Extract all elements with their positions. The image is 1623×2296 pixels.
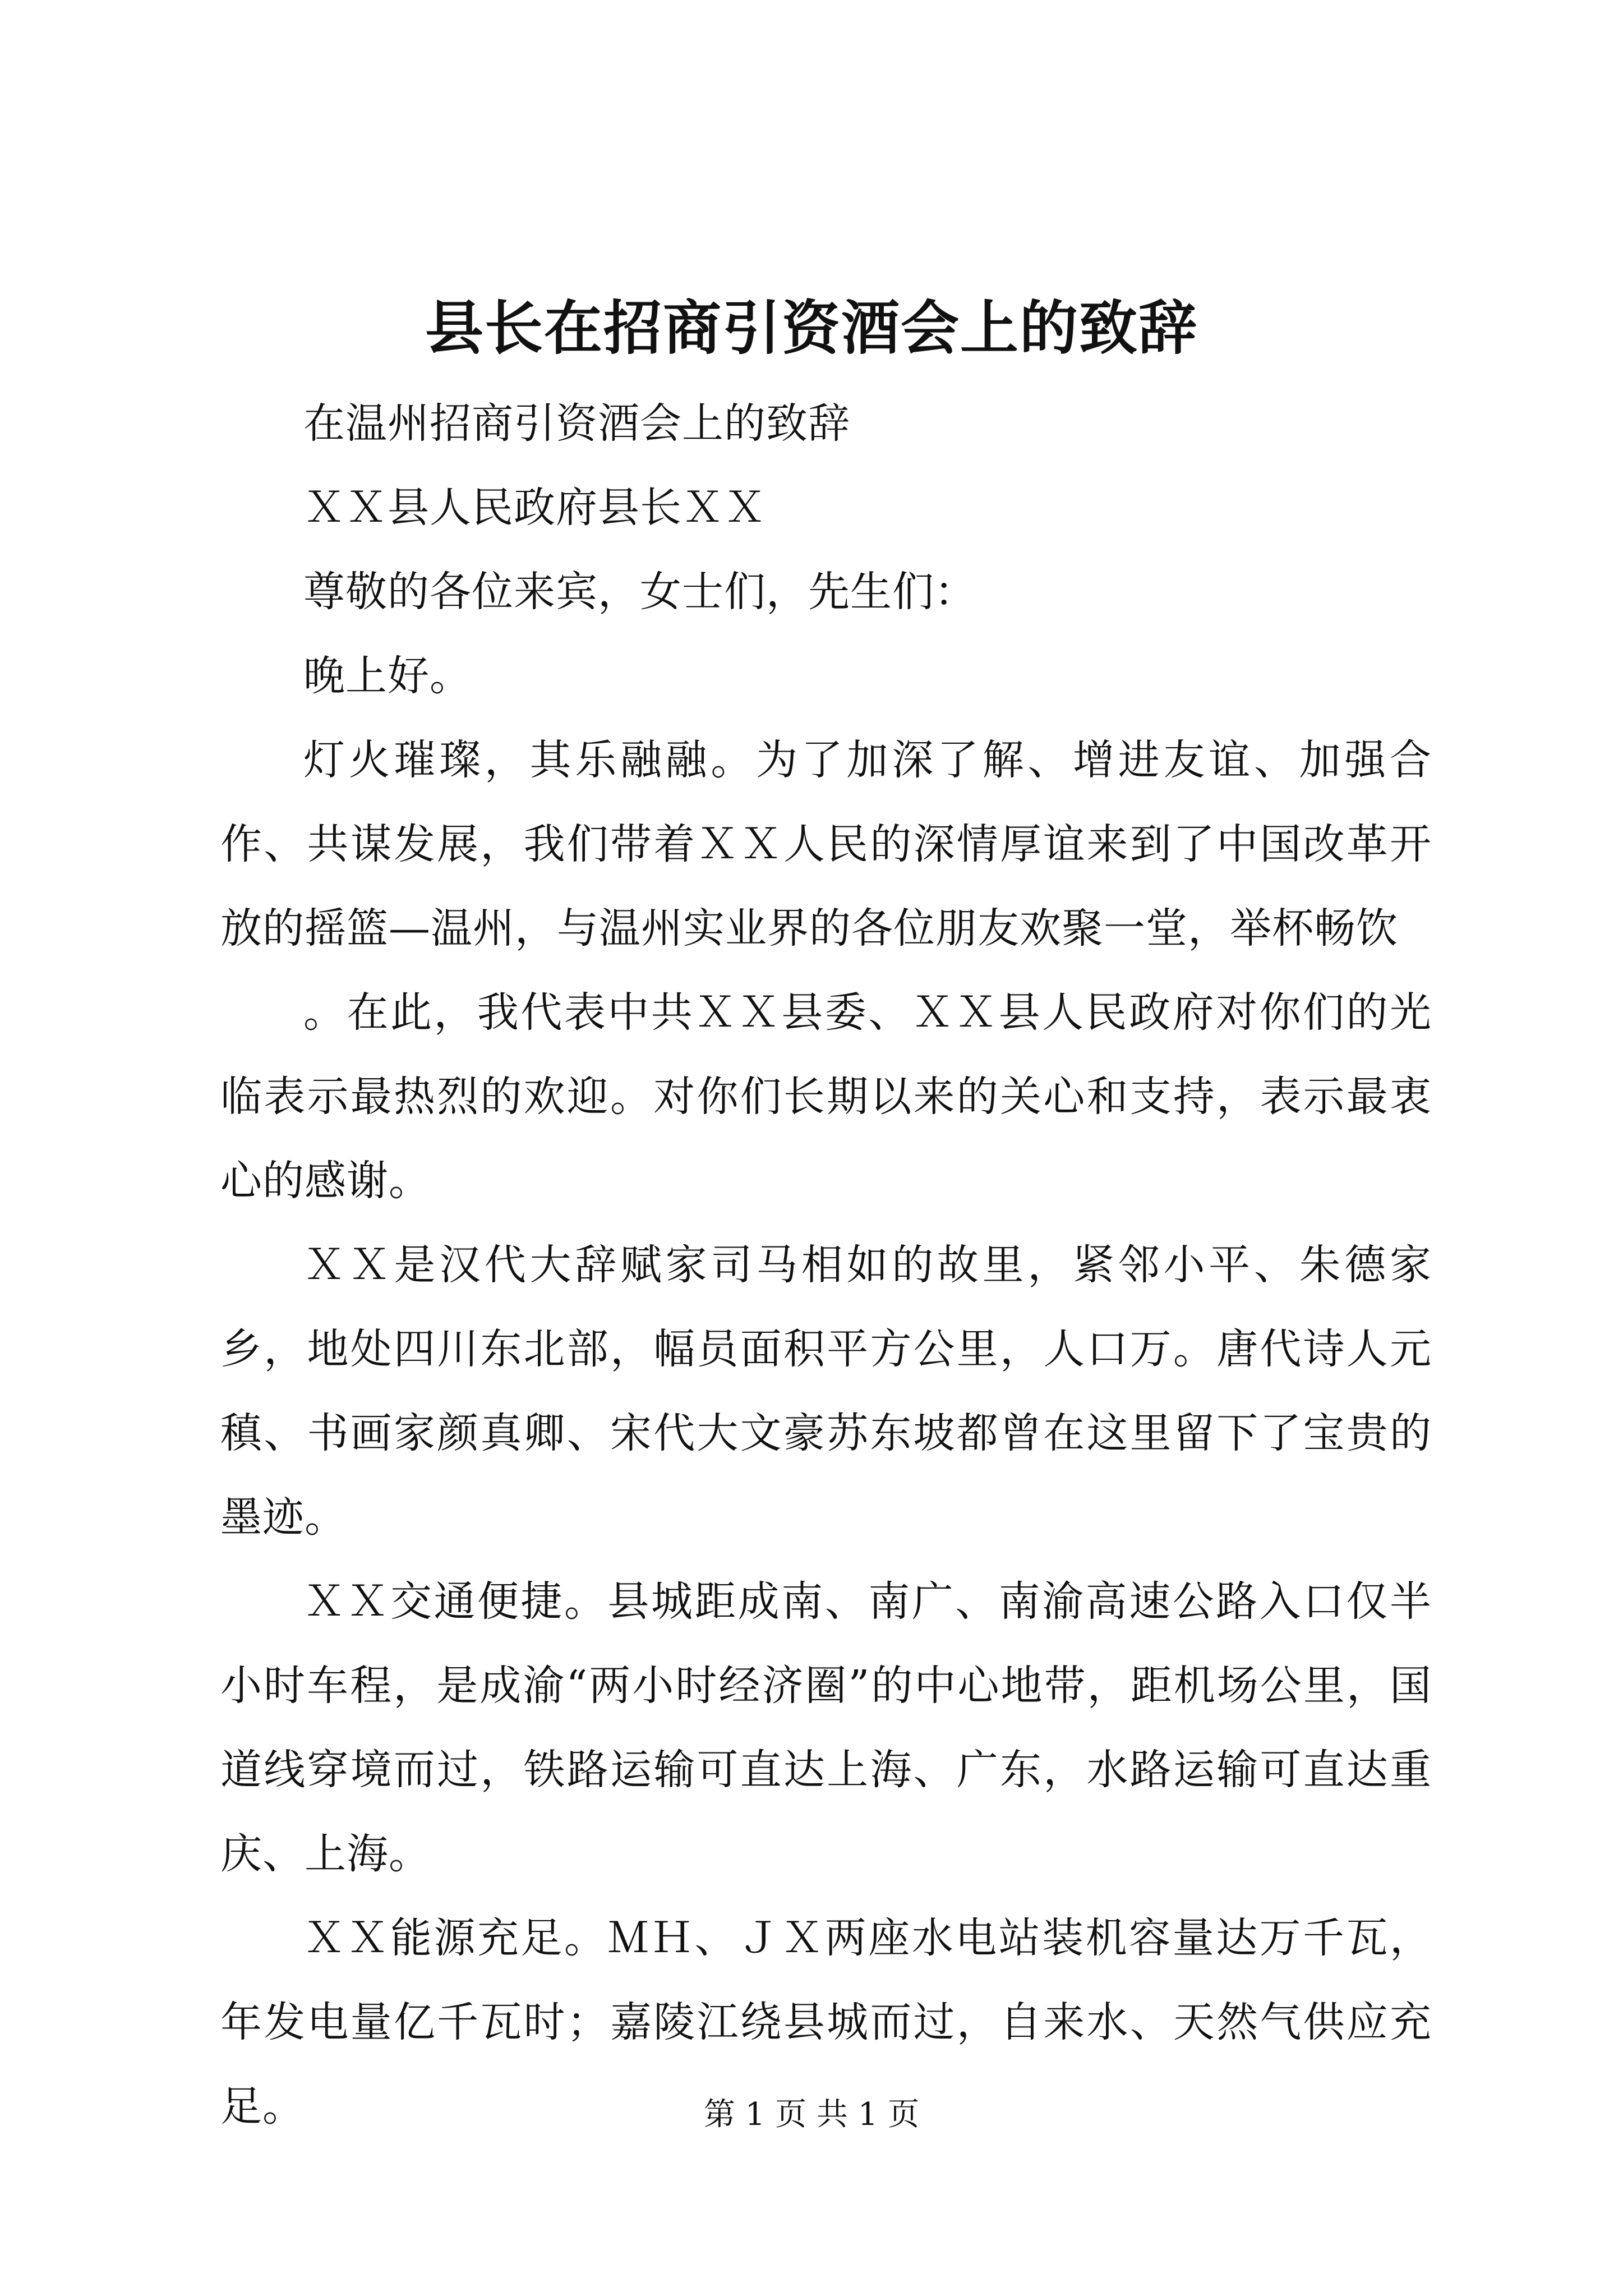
paragraph-energy: ＸＸ能源充足。ＭＨ、ＪＸ两座水电站装机容量达万千瓦，年发电量亿千瓦时；嘉陵江绕县城而过，自来水、天然气供应充足。: [220, 1914, 1432, 2131]
salutation: 尊敬的各位来宾，女士们，先生们：: [303, 568, 976, 616]
document-body: [220, 381, 1432, 2148]
paragraph-opening: 灯火璀璨，其乐融融。为了加深了解、增进友谊、加强合作、共谋发展，我们带着ＸＸ人民的深情厚谊来到了中国改革开放的摇篮—温州，与温州实业界的各位朋友欢聚一堂，举杯畅饮: [220, 736, 1432, 953]
page-number-footer: 第 1 页 共 1 页: [703, 2096, 920, 2133]
speech-subtitle: 在温州招商引资酒会上的致辞: [303, 399, 850, 448]
greeting: 晚上好。: [303, 652, 472, 700]
document-title: 县长在招商引资酒会上的致辞: [425, 293, 1198, 362]
paragraph-welcome: 。在此，我代表中共ＸＸ县委、ＸＸ县人民政府对你们的光临表示最热烈的欢迎。对你们长期以来的关心和支持，表示最衷心的感谢。: [220, 988, 1432, 1205]
paragraph-transport: ＸＸ交通便捷。县城距成南、南广、南渝高速公路入口仅半小时车程，是成渝“两小时经济圈”的中心地带，距机场公里，国道线穿境而过，铁路运输可直达上海、广东，水路运输可直达重庆、上海。: [220, 1577, 1432, 1878]
speaker-line: ＸＸ县人民政府县长ＸＸ: [303, 484, 766, 532]
paragraph-history: ＸＸ是汉代大辞赋家司马相如的故里，紧邻小平、朱德家乡，地处四川东北部，幅员面积平方公里，人口万。唐代诗人元稹、书画家颜真卿、宋代大文豪苏东坡都曾在这里留下了宝贵的墨迹。: [220, 1241, 1432, 1542]
